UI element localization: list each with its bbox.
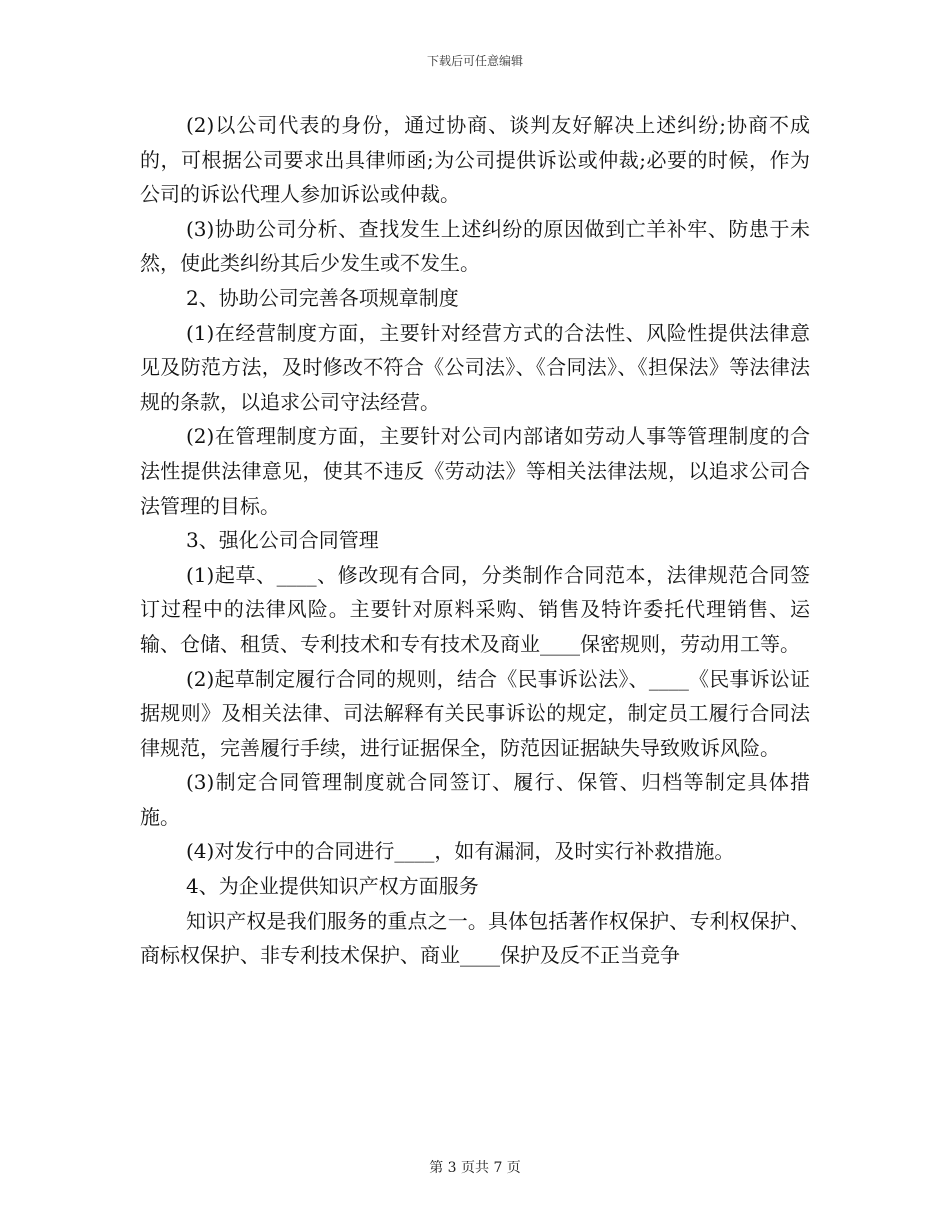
paragraph: (1)起草、____、修改现有合同，分类制作合同范本，法律规范合同签订过程中的法律风险。主要针对原料采购、销售及特许委托代理销售、运输、仓储、租赁、专利技术和专有技术及商业____保密规则，劳动用工等。 <box>140 562 810 656</box>
paragraph: (4)对发行中的合同进行____，如有漏洞，及时实行补救措施。 <box>186 839 735 864</box>
paragraph: (1)在经营制度方面，主要针对经营方式的合法性、风险性提供法律意见及防范方法，及时修改不符合《公司法》、《合同法》、《担保法》等法律法规的条款，以追求公司守法经营。 <box>140 320 810 414</box>
paragraph: (3)协助公司分析、查找发生上述纠纷的原因做到亡羊补牢、防患于未然，使此类纠纷其后少发生或不发生。 <box>140 216 810 276</box>
section-heading: 4、为企业提供知识产权方面服务 <box>186 874 479 899</box>
paragraph: (2)以公司代表的身份，通过协商、谈判友好解决上述纠纷;协商不成的，可根据公司要求出具律师函;为公司提供诉讼或仲裁;必要的时候，作为公司的诉讼代理人参加诉讼或仲裁。 <box>140 113 810 207</box>
page-footer: 第 3 页共 7 页 <box>429 1160 521 1176</box>
paragraph: 知识产权是我们服务的重点之一。具体包括著作权保护、专利权保护、商标权保护、非专利技术保护、商业____保护及反不正当竞争 <box>140 908 810 968</box>
document-body <box>140 108 810 973</box>
section-heading: 3、强化公司合同管理 <box>186 528 379 553</box>
page-header: 下载后可任意编辑 <box>426 54 523 68</box>
paragraph: (2)在管理制度方面，主要针对公司内部诸如劳动人事等管理制度的合法性提供法律意见，使其不违反《劳动法》等相关法律法规，以追求公司合法管理的目标。 <box>140 424 810 518</box>
paragraph: (3)制定合同管理制度就合同签订、履行、保管、归档等制定具体措施。 <box>140 770 810 829</box>
paragraph: (2)起草制定履行合同的规则，结合《民事诉讼法》、____《民事诉讼证据规则》及相关法律、司法解释有关民事诉讼的规定，制定员工履行合同法律规范，完善履行手续，进行证据保全，防范因证据缺失导致败诉风险。 <box>140 666 810 760</box>
section-heading: 2、协助公司完善各项规章制度 <box>186 285 459 310</box>
